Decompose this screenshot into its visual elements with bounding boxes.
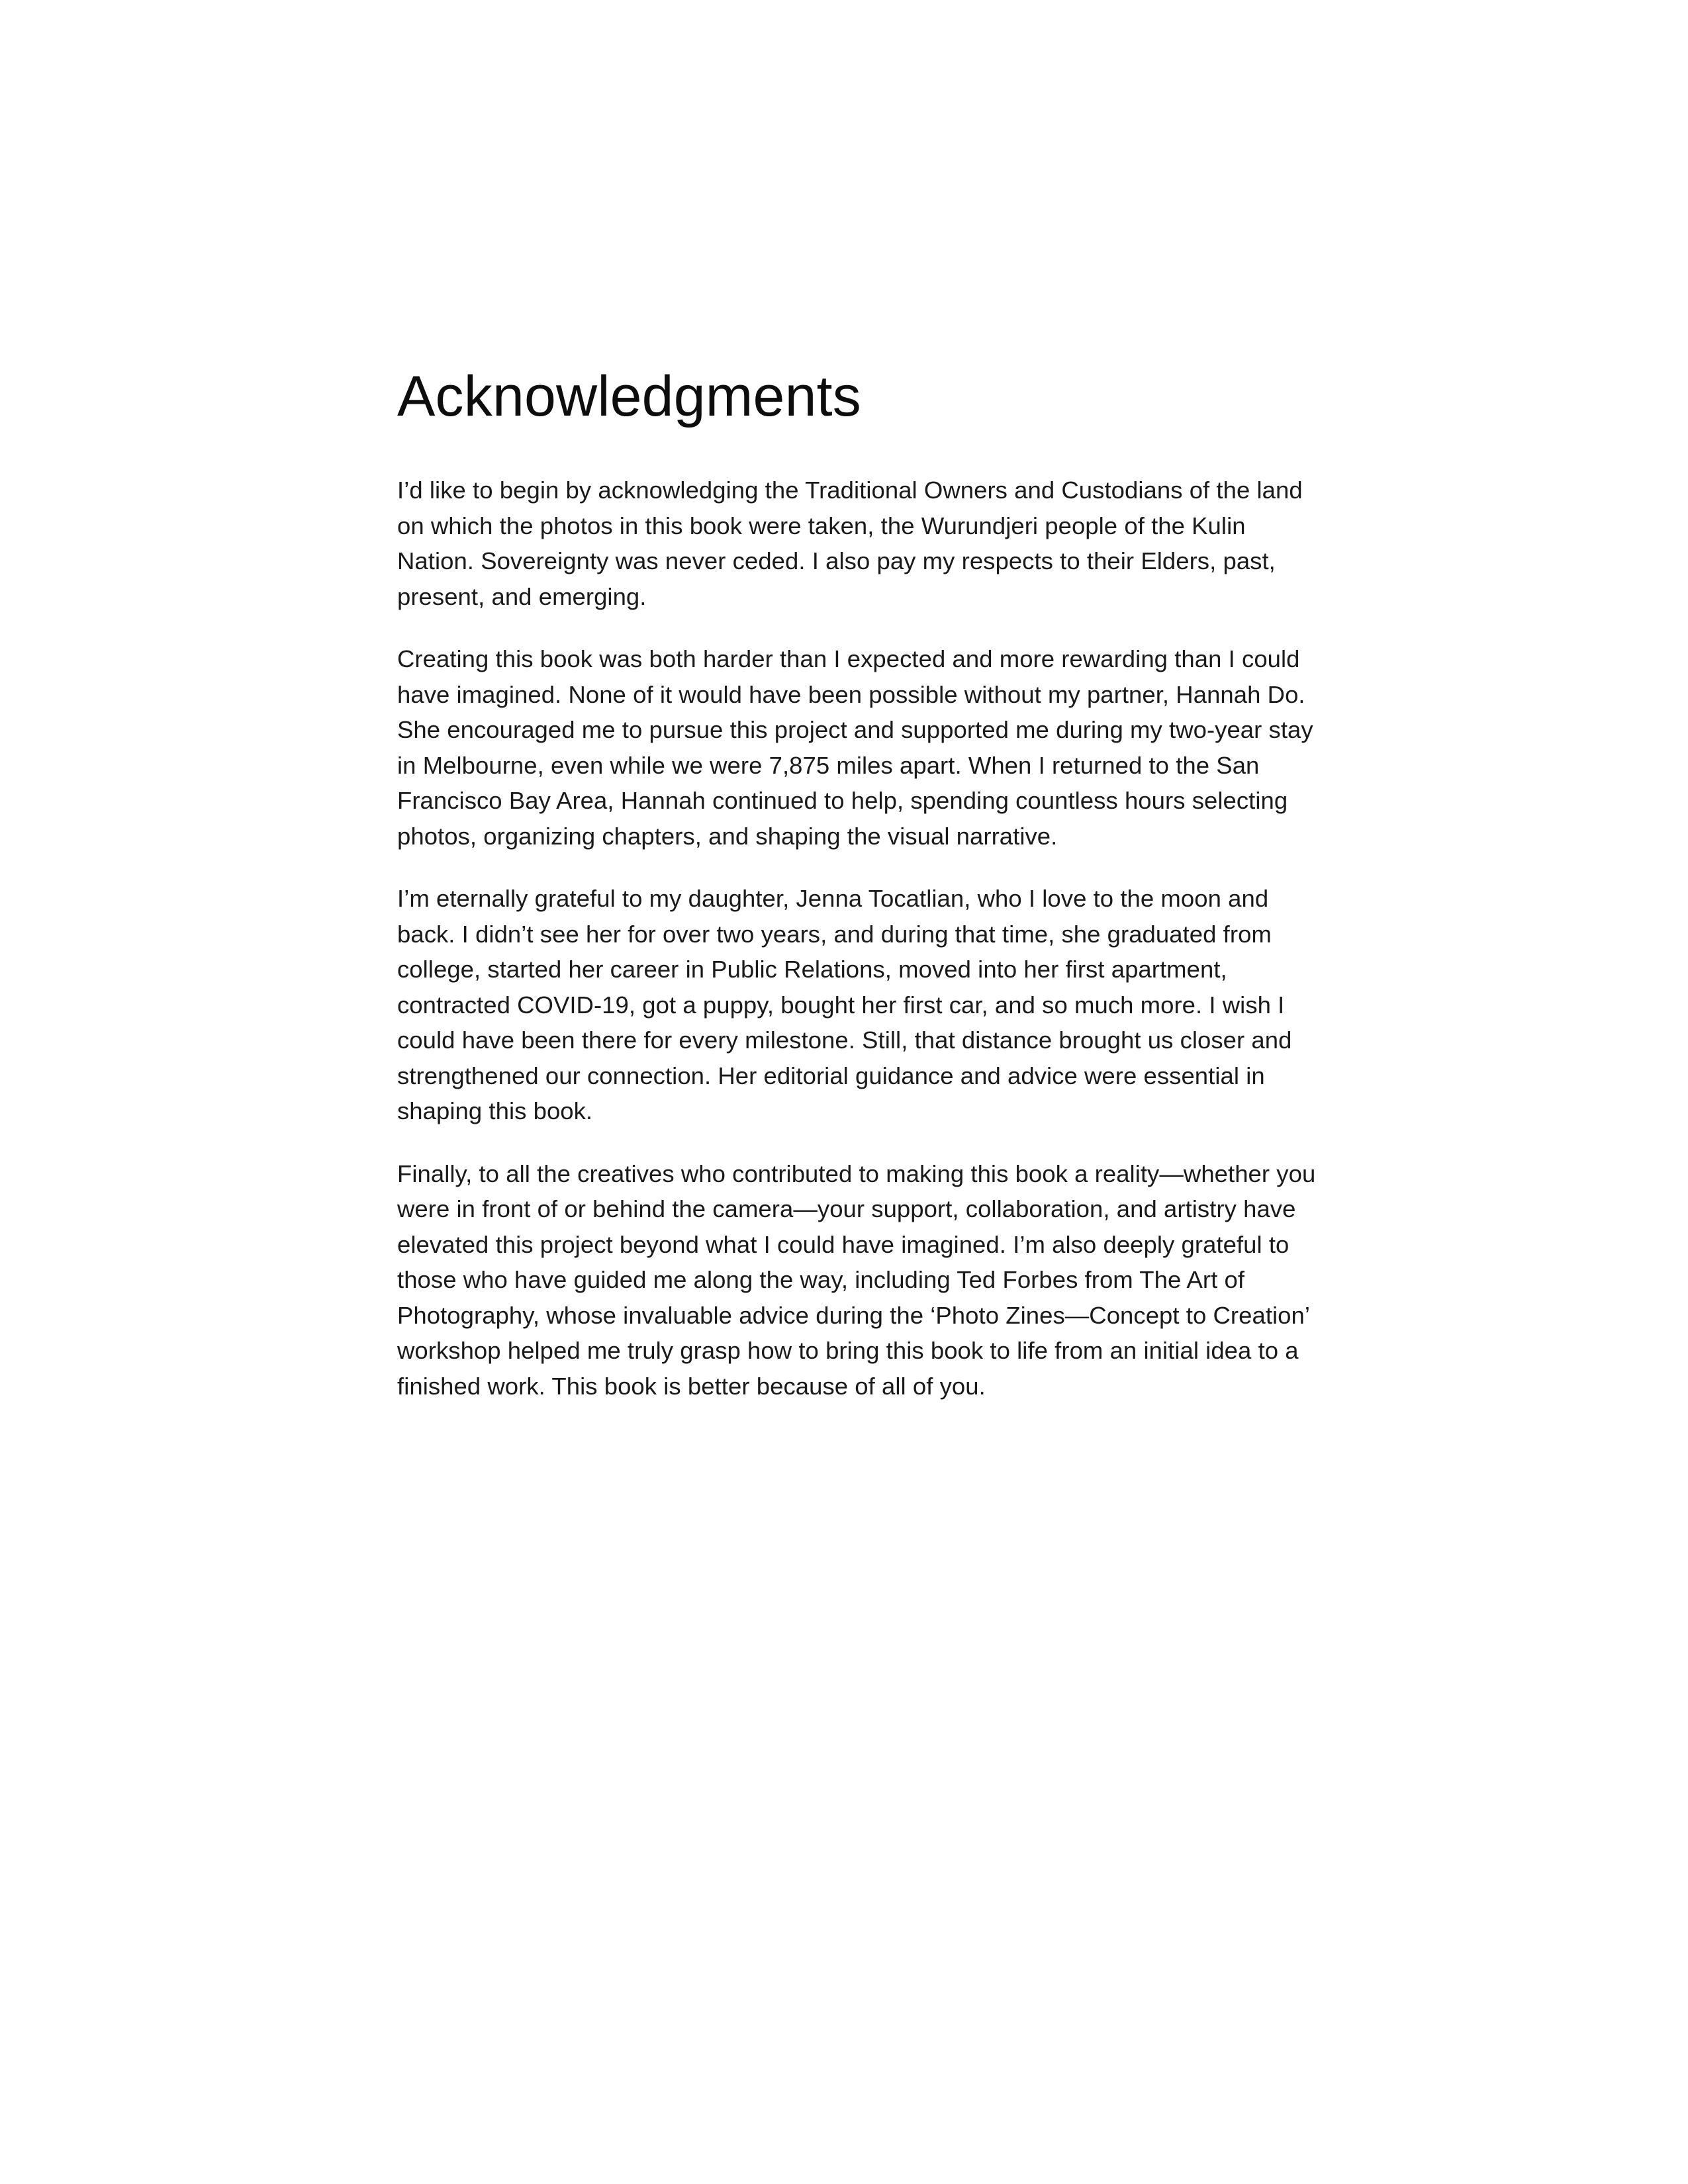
page-title: Acknowledgments: [397, 365, 861, 428]
paragraph-daughter-thanks: I’m eternally grateful to my daughter, Jenna Tocatlian, who I love to the moon and back. I didn’t see her for over two years, and during that time, she graduated from college, started her career in Public Relations, moved into her first apartment, contracted COVID-19, got a puppy, bought her first car, and so much more. I wish I could have been there for every milestone. Still, that distance brought us closer and strengthened our connection. Her editorial guidance and advice were essential in shaping this book.: [397, 885, 1292, 1124]
paragraph-creatives-thanks: Finally, to all the creatives who contributed to making this book a reality—whether you were in front of or behind the camera—your support, collaboration, and artistry have elevated this project beyond what I could have imagined. I’m also deeply grateful to those who have guided me along the way, including Ted Forbes from The Art of Photography, whose invaluable advice during the ‘Photo Zines—Concept to Creation’ workshop helped me truly grasp how to bring this book to life from an initial idea to a finished work. This book is better because of all of you.: [397, 1160, 1316, 1400]
paragraph-country-acknowledgment: I’d like to begin by acknowledging the Traditional Owners and Custodians of the land on which the photos in this book were taken, the Wurundjeri people of the Kulin Nation. Sovereignty was never ceded. I also pay my respects to their Elders, past, present, and emerging.: [397, 477, 1303, 610]
acknowledgments-section: [397, 365, 1324, 1404]
paragraph-partner-thanks: Creating this book was both harder than I expected and more rewarding than I could have imagined. None of it would have been possible without my partner, Hannah Do. She encouraged me to pursue this project and supported me during my two-year stay in Melbourne, even while we were 7,875 miles apart. When I returned to the San Francisco Bay Area, Hannah continued to help, spending countless hours selecting photos, organizing chapters, and shaping the visual narrative.: [397, 645, 1313, 850]
